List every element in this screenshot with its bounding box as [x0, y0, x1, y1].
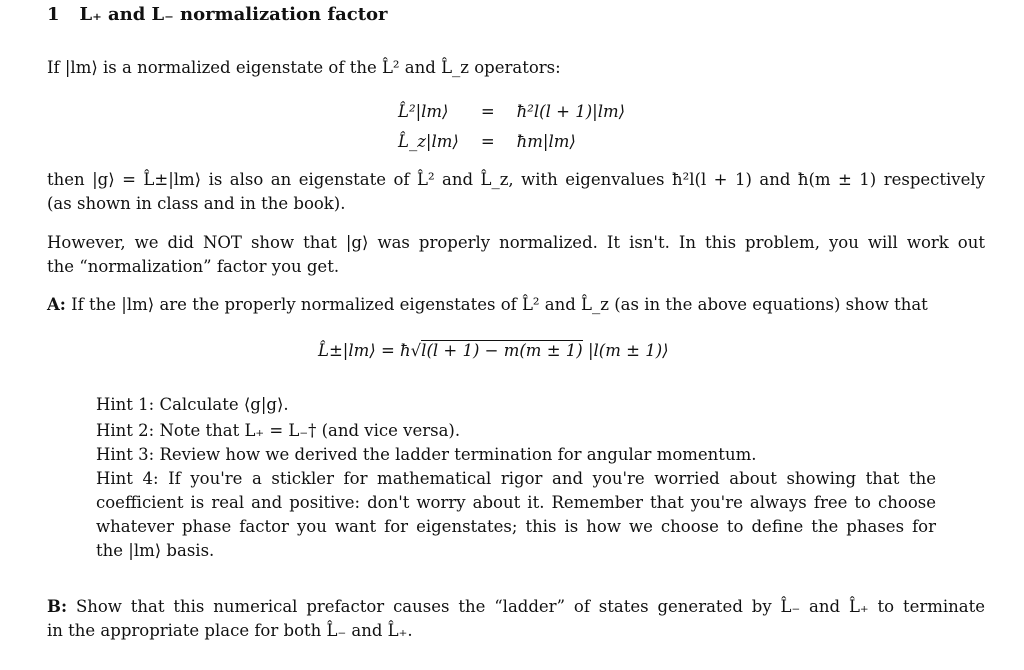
sqrt-icon: √ — [410, 341, 422, 360]
intro-text: If |lm⟩ is a normalized eigenstate of the L̂² and L̂_z operators: — [47, 58, 561, 77]
section-heading: 1 L₊ and L₋ normalization factor — [47, 4, 388, 25]
equation-row: L̂²|lm⟩ = ħ²l(l + 1)|lm⟩ — [398, 101, 626, 121]
hint-4-cont: coefficient is real and positive: don't worry about it. Remember that you're always free to choose — [96, 493, 936, 512]
hint-4-cont: whatever phase factor you want for eigenstates; this is how we choose to define the phases for — [96, 517, 936, 536]
paragraph-1-line: (as shown in class and in the book). — [47, 194, 346, 213]
hint-2: Hint 2: Note that L₊ = L₋† (and vice versa). — [96, 421, 461, 440]
hint-1: Hint 1: Calculate ⟨g|g⟩. — [96, 395, 289, 414]
eigen-equations — [398, 96, 625, 156]
equation-row: L̂_z|lm⟩ = ħm|lm⟩ — [398, 131, 576, 151]
paragraph-1-line: then |g⟩ = L̂±|lm⟩ is also an eigenstate of L̂² and L̂_z, with eigenvalues ħ²l(l + 1) and ħ(m ± 1) respectively — [47, 170, 985, 189]
paragraph-2-line: However, we did NOT show that |g⟩ was properly normalized. It isn't. In this problem, you will work out — [47, 233, 985, 252]
hint-3: Hint 3: Review how we derived the ladder termination for angular momentum. — [96, 445, 757, 464]
paragraph-2-line: the “normalization” factor you get. — [47, 257, 340, 276]
part-b-text-cont: in the appropriate place for both L̂₋ and L̂₊. — [47, 621, 413, 640]
part-b-text: B: Show that this numerical prefactor causes the “ladder” of states generated by L̂₋ and L̂₊ to terminate — [47, 597, 986, 616]
normalization-equation: L̂±|lm⟩ = ħ√l(l + 1) − m(m ± 1) |l(m ± 1)⟩ — [318, 341, 669, 360]
part-a-text: A: If the |lm⟩ are the properly normalized eigenstates of L̂² and L̂_z (as in the above equations) show that — [47, 295, 928, 314]
hint-4-cont: the |lm⟩ basis. — [96, 541, 215, 560]
hint-4: Hint 4: If you're a stickler for mathematical rigor and you're worried about showing that the — [96, 469, 936, 488]
